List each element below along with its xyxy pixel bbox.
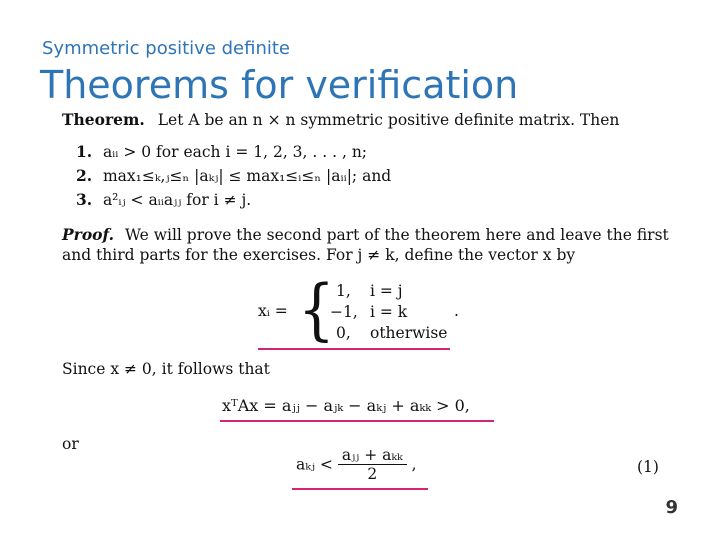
item-text: aᵢᵢ > 0 for each i = 1, 2, 3, . . . , n; <box>102 143 368 161</box>
inequality-underline <box>220 420 494 422</box>
case-condition-3: otherwise <box>370 324 448 342</box>
case-value-1: 1, <box>336 282 351 300</box>
result-comma: , <box>411 455 417 474</box>
result-inequality <box>296 446 417 483</box>
theorem-item-3 <box>76 190 251 209</box>
theorem-item-2 <box>76 166 391 185</box>
proof-text-1: We will prove the second part of the theorem here and leave the first <box>124 226 669 244</box>
brace-icon: { <box>298 269 335 349</box>
inequality: xᵀAx = aⱼⱼ − aⱼₖ − aₖⱼ + aₖₖ > 0, <box>222 396 470 415</box>
theorem-item-1 <box>76 142 367 161</box>
theorem-label: Theorem. <box>62 110 145 129</box>
since-text: Since x ≠ 0, it follows that <box>62 360 270 378</box>
theorem-intro: Let A be an n × n symmetric positive definite matrix. Then <box>157 111 620 129</box>
case-value-3: 0, <box>336 324 351 342</box>
vector-underline <box>258 348 450 350</box>
slide-title: Theorems for verification <box>40 63 519 107</box>
proof-line-1 <box>62 225 669 244</box>
or-text: or <box>62 435 79 453</box>
theorem-statement <box>62 110 619 129</box>
fraction-numerator: aⱼⱼ + aₖₖ <box>338 446 407 465</box>
result-fraction <box>338 446 407 483</box>
result-underline <box>292 488 428 490</box>
vector-lhs: xᵢ = <box>258 302 288 320</box>
proof-line-2: and third parts for the exercises. For j ≠ k, define the vector x by <box>62 246 576 264</box>
slide-subtitle: Symmetric positive definite <box>42 38 291 59</box>
case-condition-1: i = j <box>370 282 403 300</box>
case-value-2: −1, <box>330 303 358 321</box>
item-number: 1. <box>76 142 93 161</box>
item-text: max₁≤ₖ,ⱼ≤ₙ |aₖⱼ| ≤ max₁≤ᵢ≤ₙ |aᵢᵢ|; and <box>102 167 392 185</box>
proof-label: Proof. <box>62 225 115 244</box>
fraction-denominator: 2 <box>367 465 378 483</box>
case-condition-2: i = k <box>370 303 408 321</box>
item-text: a²ᵢⱼ < aᵢᵢaⱼⱼ for i ≠ j. <box>102 191 252 209</box>
cases-period: . <box>454 302 459 320</box>
item-number: 2. <box>76 166 93 185</box>
page-number: 9 <box>665 497 678 518</box>
item-number: 3. <box>76 190 93 209</box>
result-lhs: aₖⱼ < <box>296 455 333 474</box>
equation-number: (1) <box>637 458 659 476</box>
